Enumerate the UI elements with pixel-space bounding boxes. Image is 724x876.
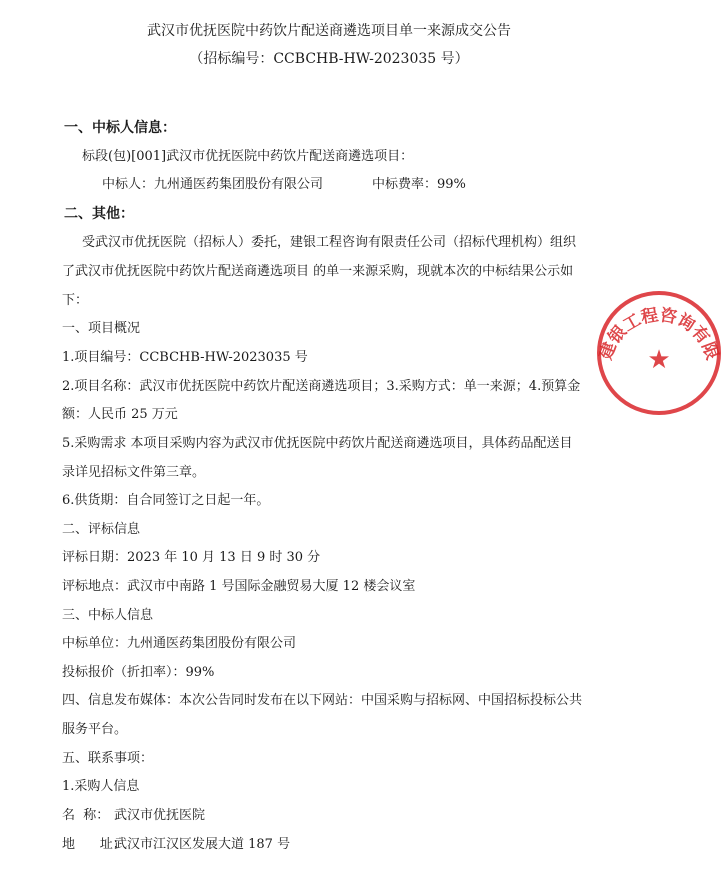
intro-line-2: 了武汉市优抚医院中药饮片配送商遴选项目 的单一来源采购，现就本次的中标结果公示如 — [62, 264, 574, 279]
document-title: 武汉市优抚医院中药饮片配送商遴选项目单一来源成交公告 — [147, 23, 511, 39]
winner-rate: 中标费率：99% — [372, 177, 466, 192]
intro-line-1: 受武汉市优抚医院（招标人）委托，建银工程咨询有限责任公司（招标代理机构）组织 — [82, 235, 577, 250]
requirement-line-1: 5.采购需求 本项目采购内容为武汉市优抚医院中药饮片配送商遴选项目，具体药品配送目 — [62, 436, 573, 451]
budget-line: 额：人民币 25 万元 — [62, 407, 178, 422]
bid-price: 投标报价（折扣率）：99% — [62, 665, 215, 680]
seal-text-path: 建银工程咨询有限 — [596, 305, 722, 363]
buyer-address: 武汉市江汉区发展大道 187 号 — [114, 837, 291, 852]
seal-star: ★ — [647, 345, 671, 375]
buyer-name-label: 名 称： — [62, 808, 110, 823]
section-heading-other: 二、其他： — [64, 206, 134, 222]
section-heading-winner-info: 一、中标人信息： — [64, 120, 176, 136]
media-line-1: 四、信息发布媒体：本次公告同时发布在以下网站：中国采购与招标网、中国招标投标公共 — [62, 693, 583, 708]
buyer-info-heading: 1.采购人信息 — [62, 779, 140, 794]
winner-unit: 中标单位：九州通医药集团股份有限公司 — [62, 636, 297, 651]
evaluation-date: 评标日期：2023 年 10 月 13 日 9 时 30 分 — [62, 550, 321, 565]
intro-line-3: 下： — [62, 293, 89, 308]
overview-heading: 一、项目概况 — [62, 321, 141, 336]
company-seal — [594, 288, 724, 418]
evaluation-heading: 二、评标信息 — [62, 522, 141, 537]
buyer-name: 武汉市优抚医院 — [114, 808, 206, 823]
project-number-line: 1.项目编号：CCBCHB-HW-2023035 号 — [62, 350, 308, 365]
lot-line: 标段(包)[001]武汉市优抚医院中药饮片配送商遴选项目： — [82, 149, 414, 164]
requirement-line-2: 录详见招标文件第三章。 — [62, 465, 206, 480]
tender-number: （招标编号：CCBCHB-HW-2023035 号） — [189, 51, 469, 67]
buyer-address-label: 地 址： — [62, 837, 126, 852]
winner-line: 中标人：九州通医药集团股份有限公司 — [102, 177, 324, 192]
media-line-2: 服务平台。 — [62, 722, 128, 737]
contact-heading: 五、联系事项： — [62, 751, 154, 766]
winner-info-heading: 三、中标人信息 — [62, 608, 154, 623]
supply-period-line: 6.供货期：自合同签订之日起一年。 — [62, 493, 270, 508]
project-name-line: 2.项目名称：武汉市优抚医院中药饮片配送商遴选项目；3.采购方式：单一来源；4.预算金 — [62, 379, 581, 394]
evaluation-place: 评标地点：武汉市中南路 1 号国际金融贸易大厦 12 楼会议室 — [62, 579, 416, 594]
